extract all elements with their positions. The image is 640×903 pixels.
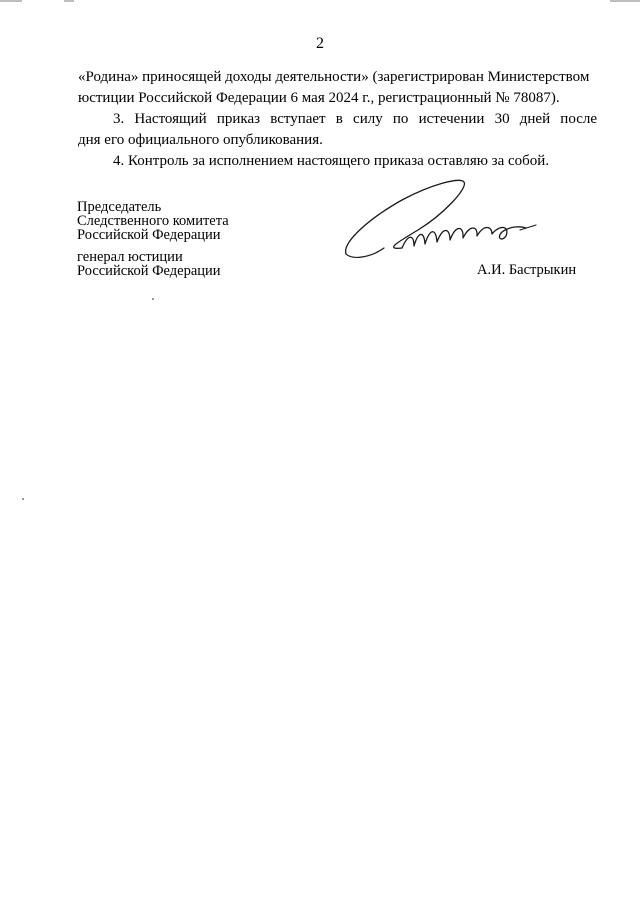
signatory-position-line-3: Российской Федерации xyxy=(77,227,221,243)
signatory-rank-line-2: Российской Федерации xyxy=(77,263,221,279)
signatory-rank-line-1: генерал юстиции xyxy=(77,249,183,265)
scan-speck xyxy=(152,298,154,300)
scan-edge-mark-right xyxy=(610,0,640,2)
scan-edge-mark-left xyxy=(0,0,22,2)
paragraph-3-line-1: 3. Настоящий приказ вступает в силу по истечении 30 дней после xyxy=(113,111,597,127)
handwritten-signature xyxy=(340,174,555,262)
paragraph-continued-line-1: «Родина» приносящей доходы деятельности» (зарегистрирован Министерством xyxy=(78,69,590,85)
signatory-rank xyxy=(77,250,221,278)
scan-edge-mark-center xyxy=(64,0,74,2)
signatory-position xyxy=(77,200,229,242)
signer-name: А.И. Бастрыкин xyxy=(477,262,577,278)
paragraph-3-line-2: дня его официального опубликования. xyxy=(78,132,323,148)
paragraph-4-line-1: 4. Контроль за исполнением настоящего приказа оставляю за собой. xyxy=(113,153,550,169)
signatory-position-line-1: Председатель xyxy=(77,199,162,215)
page-number: 2 xyxy=(316,35,324,52)
scan-speck xyxy=(22,498,24,500)
paragraph-continued-line-2: юстиции Российской Федерации 6 мая 2024 г., регистрационный № 78087). xyxy=(78,90,560,106)
signatory-position-line-2: Следственного комитета xyxy=(77,213,229,229)
